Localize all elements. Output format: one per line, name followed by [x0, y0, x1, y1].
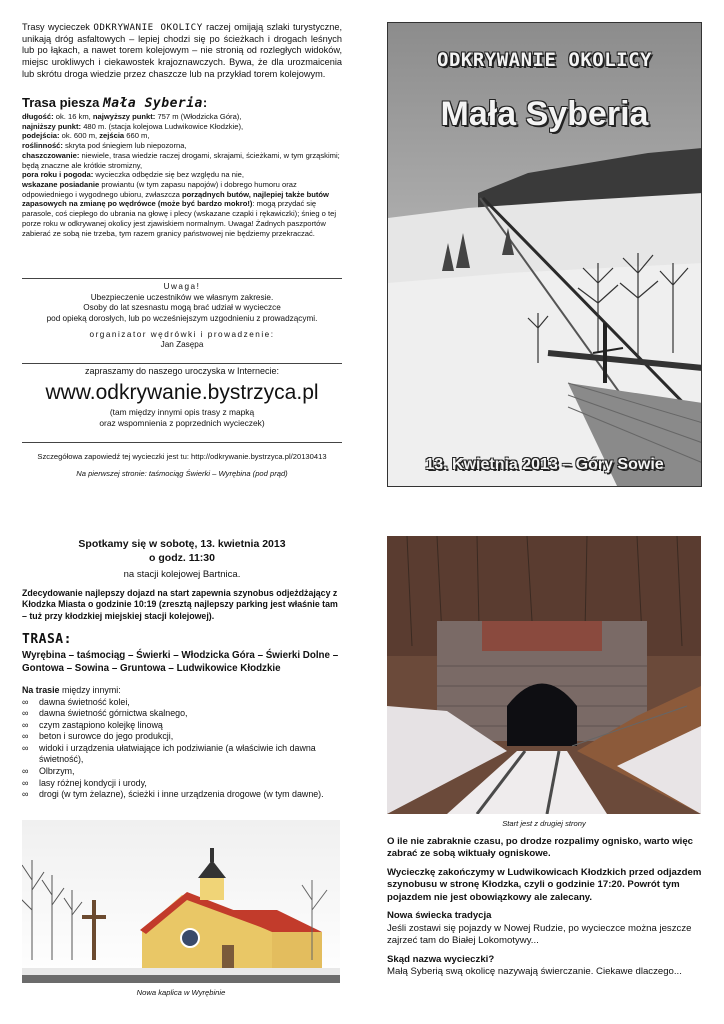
- tunnel-caption: Start jest z drugiej strony: [502, 819, 586, 828]
- detail-row: pora roku i pogoda: wycieczka odbędzie się bez względu na nie,: [22, 170, 244, 180]
- notice-block: Uwaga! Ubezpieczenie uczestników we własnym zakresie. Osoby do lat szesnastu mogą brać udział w wycieczce pod opieką dorosłych, lub po wcześniejszym uzgodnieniu z prowadzącymi. organizator wędrówki i prowadzenie: Jan Zasępa: [22, 282, 342, 351]
- list-item: ∞ beton i surowce do jego produkcji,: [22, 731, 342, 743]
- detail-row: długość: ok. 16 km, najwyższy punkt: 757 m (Włodzicka Góra),: [22, 112, 242, 121]
- detail-row: chaszczowanie: niewiele, trasa wiedzie raczej drogami, skrajami, ścieżkami, w tym grząskimi; będą znaczne ale krótkie stromizny,: [22, 150, 340, 170]
- detail-row: podejścia: ok. 600 m, zejścia 660 m,: [22, 131, 150, 141]
- list-item: ∞ drogi (w tym żelazne), ścieżki i inne urządzenia drogowe (w tym dawne).: [22, 789, 342, 801]
- divider: [22, 442, 342, 443]
- chapel-photo: [22, 820, 340, 983]
- organizer-name: Jan Zasępa: [160, 340, 204, 350]
- website-note: (tam między innymi opis trasy z mapką oraz wspomnienia z poprzednich wycieczek): [99, 407, 265, 428]
- divider: [22, 363, 342, 364]
- brand-name: ODKRYWANIE OKOLICY: [93, 22, 203, 33]
- invite-text: zapraszamy do naszego uroczyska w Internecie:: [84, 366, 280, 376]
- attractions-list: Na trasie między innymi: ∞ dawna świetność kolei, ∞ dawna świetność górnictwa skalnego, ∞ czym zastąpiono kolejkę linową ∞ beton i surowce do jego produkcji, ∞ widoki i urządzenia ułatwiające ich podziwianie (a właściwie ich dawna świetność), ∞ Olbrzym, ∞ lasy różnej kondycji i urody, ∞ drogi (w tym żelazne), ścieżki i inne urządzenia drogowe (w tym dawne).: [22, 685, 342, 801]
- detail-row: roślinność: skryta pod śniegiem lub niepozorna,: [22, 141, 187, 151]
- poster-title: Mała Syberia: [440, 95, 649, 133]
- tunnel-photo: [387, 536, 701, 814]
- poster-date: 13. Kwietnia 2013 – Góry Sowie: [425, 456, 664, 473]
- transport-info: Zdecydowanie najlepszy dojazd na start zapewnia szynobus odjeżdżający z Kłodzka Miasta o godzinie 10:19 (zresztą najlepszy parking jest właśnie tam – tuż przy kłodzkiej miejskiej stacji kolejowej).: [22, 588, 338, 621]
- list-item: ∞ czym zastąpiono kolejkę linową: [22, 720, 342, 732]
- notice-title: Uwaga!: [163, 282, 201, 291]
- poster-photo: [387, 22, 702, 487]
- route-heading: TRASA:: [22, 632, 72, 647]
- list-item: ∞ dawna świetność kolei,: [22, 697, 342, 709]
- closing-info: O ile nie zabraknie czasu, po drodze rozpalimy ognisko, warto więc zabrać ze sobą wiktuały ogniskowe. Wycieczkę zakończymy w Ludwikowicach Kłodzkich przed odjazdem szynobusu w stronę Kłodzka, czyli o godzinie 17:20. Powrót tym pojazdem nie jest obowiązkowy ale zalecany. Nowa świecka tradycja Jeśli zostawi się pojazdy w Nowej Rudzie, po wycieczce można jeszcze zajrzeć tam do Białej Lokomotywy... Skąd nazwa wycieczki? Małą Syberią swą okolicę nazywają świerczanie. Ciekawe dlaczego...: [387, 836, 707, 979]
- poster-brand: ODKRYWANIE OKOLICY: [437, 49, 652, 71]
- divider: [22, 278, 342, 279]
- chapel-caption: Nowa kaplica w Wyrębinie: [136, 988, 226, 997]
- route-list: Wyrębina – taśmociąg – Świerki – Włodzicka Góra – Świerki Dolne – Gontowa – Sowina – Gruntowa – Ludwikowice Kłodzkie: [22, 650, 339, 675]
- website-link[interactable]: www.odkrywanie.bystrzyca.pl: [45, 381, 319, 404]
- trail-details: [22, 112, 342, 238]
- list-item: ∞ Olbrzym,: [22, 766, 342, 778]
- detail-row: wskazane posiadanie prowiantu (w tym zapasu napojów) i dobrego humoru oraz odpowiedniego i wygodnego ubioru, zwłaszcza porządnych butów, najlepiej także butów zapasowych na zmianę po wędrówce (może być bardzo mokro!): mogą przydać się parasole, coś ciepłego do ubrania na głowę i plecy (wskazane czapki i rękawiczki); śnieg o tej porze roku w odkrywanej okolicy jest zjawiskiem normalnym. Uwaga! Żadnych paszportów zabierać ze sobą nie trzeba, tym razem granicy państwowej nie będziemy przekraczać.: [22, 180, 337, 238]
- detail-row: najniższy punkt: 480 m. (stacja kolejowa Ludwikowice Kłodzkie),: [22, 121, 244, 131]
- trail-heading: Trasa piesza Mała Syberia:: [22, 95, 208, 111]
- tradition-heading: Nowa świecka tradycja: [387, 910, 492, 922]
- details-link-text[interactable]: Szczegółowa zapowiedź tej wycieczki jest tu: http://odkrywanie.bystrzyca.pl/20130413: [37, 452, 327, 461]
- meeting-place: na stacji kolejowej Bartnica.: [123, 569, 241, 580]
- intro-paragraph: Trasy wycieczek ODKRYWANIE OKOLICY raczej omijają szlaki turystyczne, unikają dróg asfaltowych – lepiej chodzi się po ścieżkach i drogach leśnych lub po łąkach, a nawet torem kolejowym – nie stronią od rozległych widoków, miejsc urokliwych i ciekawostek krajoznawczych. Bywa, że dla urozmaicenia lub skrótu droga wiedzie przez chaszcze lub na przykład torem kolejowym.: [22, 22, 342, 79]
- name-origin-heading: Skąd nazwa wycieczki?: [387, 953, 495, 965]
- meeting-heading: Spotkamy się w sobotę, 13. kwietnia 2013 o godz. 11:30: [78, 538, 286, 564]
- first-page-note: Na pierwszej stronie: taśmociąg Świerki – Wyrębina (pod prąd): [76, 469, 288, 478]
- organizer-label: organizator wędrówki i prowadzenie:: [89, 329, 275, 339]
- list-item: ∞ lasy różnej kondycji i urody,: [22, 778, 342, 790]
- list-item: ∞ dawna świetność górnictwa skalnego,: [22, 708, 342, 720]
- list-item: ∞ widoki i urządzenia ułatwiające ich podziwianie (a właściwie ich dawna świetność),: [22, 743, 342, 766]
